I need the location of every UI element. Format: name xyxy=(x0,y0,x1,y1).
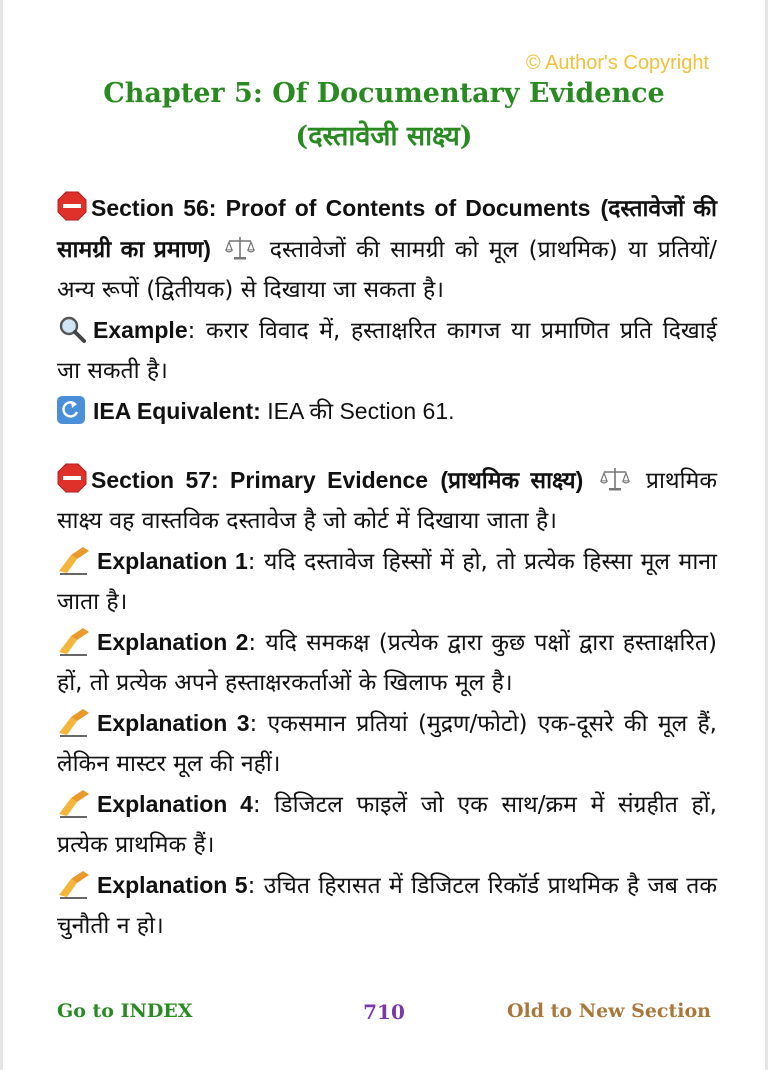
page-content xyxy=(57,188,717,946)
chapter-title: Chapter 5: Of Documentary Evidence xyxy=(103,78,665,109)
balance-scale-icon xyxy=(600,466,630,492)
explanation-1-label: Explanation 1 xyxy=(97,548,248,574)
section-56-iea xyxy=(57,391,717,432)
magnifier-icon xyxy=(57,314,87,344)
explanation-5-label: Explanation 5 xyxy=(97,872,248,898)
arrow-return-icon xyxy=(57,396,85,424)
section-gap xyxy=(57,432,717,460)
example-text: : करार विवाद में, हस्ताक्षरित कागज या प्रमाणित प्रति दिखाई जा सकती है। xyxy=(57,318,717,384)
copyright-notice: © Author's Copyright xyxy=(525,52,709,74)
explanation-2-label: Explanation 2 xyxy=(97,629,249,655)
page-number: 710 xyxy=(363,1000,405,1024)
example-label: Example xyxy=(93,317,188,343)
explanation-3 xyxy=(57,703,717,784)
explanation-4 xyxy=(57,784,717,865)
balance-scale-icon xyxy=(225,235,255,261)
explanation-5-text: : उचित हिरासत में डिजिटल रिकॉर्ड प्राथमिक है जब तक चुनौती न हो। xyxy=(57,873,717,939)
section-57-heading-hindi: (प्राथमिक साक्ष्य) xyxy=(440,467,584,493)
section-56-heading: Section 56: Proof of Contents of Documents xyxy=(91,195,591,221)
section-57-text: प्राथमिक साक्ष्य वह वास्तविक दस्तावेज है जो कोर्ट में दिखाया जाता है। xyxy=(57,468,717,534)
writing-hand-icon xyxy=(57,869,91,899)
explanation-4-label: Explanation 4 xyxy=(97,791,253,817)
explanation-1-text: : यदि दस्तावेज हिस्सों में हो, तो प्रत्येक हिस्सा मूल माना जाता है। xyxy=(57,549,717,615)
iea-text: IEA की Section 61. xyxy=(260,398,455,424)
section-57-block xyxy=(57,460,717,541)
go-to-index-link[interactable]: Go to INDEX xyxy=(57,1000,193,1022)
section-56-block xyxy=(57,188,717,310)
chapter-subtitle: (दस्तावेजी साक्ष्य) xyxy=(295,121,473,152)
explanation-3-text: : एकसमान प्रतियां (मुद्रण/फोटो) एक-दूसरे की मूल हैं, लेकिन मास्टर मूल की नहीं। xyxy=(57,711,717,777)
explanation-4-text: : डिजिटल फाइलें जो एक साथ/क्रम में संग्रहीत हों, प्रत्येक प्राथमिक हैं। xyxy=(57,792,717,858)
writing-hand-icon xyxy=(57,545,91,575)
old-to-new-section-link[interactable]: Old to New Section xyxy=(506,1000,711,1022)
explanation-1 xyxy=(57,541,717,622)
writing-hand-icon xyxy=(57,626,91,656)
section-56-text: दस्तावेजों की सामग्री को मूल (प्राथमिक) या प्रतियों/अन्य रूपों (द्वितीयक) से दिखाया जा सकता है। xyxy=(57,237,718,303)
stop-sign-icon xyxy=(57,191,87,221)
section-56-example xyxy=(57,310,717,391)
explanation-2-text: : यदि समकक्ष (प्रत्येक द्वारा कुछ पक्षों द्वारा हस्ताक्षरित) हों, तो प्रत्येक अपने हस्ताक्षरकर्ताओं के खिलाफ मूल है। xyxy=(57,630,717,696)
writing-hand-icon xyxy=(57,788,91,818)
writing-hand-icon xyxy=(57,707,91,737)
stop-sign-icon xyxy=(57,463,87,493)
section-57-heading: Section 57: Primary Evidence xyxy=(91,467,429,493)
explanation-2 xyxy=(57,622,717,703)
section-56-heading-hindi: (दस्तावेजों की सामग्री का प्रमाण) xyxy=(57,195,717,262)
explanation-5 xyxy=(57,865,717,946)
explanation-3-label: Explanation 3 xyxy=(97,710,250,736)
iea-label: IEA Equivalent: xyxy=(93,398,261,424)
